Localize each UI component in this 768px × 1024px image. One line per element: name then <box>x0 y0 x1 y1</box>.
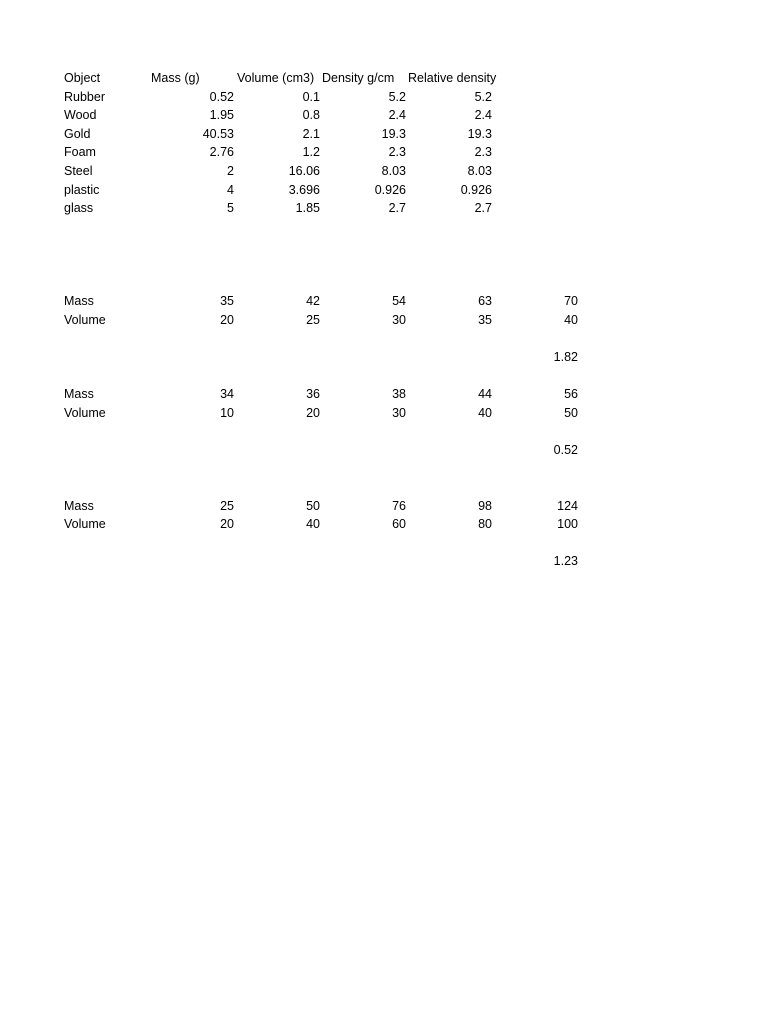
volume-value: 30 <box>392 312 406 327</box>
density-cell: 2.7 <box>388 201 406 216</box>
mass-value: 35 <box>220 294 234 309</box>
object-name: Gold <box>64 126 91 141</box>
mass-label: Mass <box>64 294 94 309</box>
volume-value: 40 <box>306 517 320 532</box>
mass-cell: 4 <box>227 182 234 197</box>
density-cell: 2.3 <box>388 145 406 160</box>
volume-cell: 2.1 <box>302 126 320 141</box>
density-cell: 0.926 <box>374 182 406 197</box>
object-name: plastic <box>64 182 100 197</box>
spreadsheet <box>64 69 764 571</box>
volume-label: Volume <box>64 517 106 532</box>
volume-value: 40 <box>564 312 578 327</box>
table-row <box>64 181 764 200</box>
volume-value: 50 <box>564 405 578 420</box>
relative-density-cell: 8.03 <box>467 163 492 178</box>
mass-value: 25 <box>220 498 234 513</box>
object-name: Rubber <box>64 89 105 104</box>
mass-value: 44 <box>478 387 492 402</box>
table-row <box>64 162 764 181</box>
relative-density-cell: 19.3 <box>467 126 492 141</box>
mass-row <box>64 497 764 516</box>
header-mass: Mass (g) <box>151 71 200 85</box>
volume-row <box>64 404 764 423</box>
empty-row <box>64 236 764 255</box>
mass-row <box>64 292 764 311</box>
mass-value: 63 <box>478 294 492 309</box>
empty-row <box>64 478 764 497</box>
empty-row <box>64 255 764 274</box>
empty-row <box>64 218 764 237</box>
mass-value: 38 <box>392 387 406 402</box>
result-value: 1.82 <box>553 349 578 364</box>
mass-value: 98 <box>478 498 492 513</box>
mass-row <box>64 385 764 404</box>
density-cell: 5.2 <box>388 89 406 104</box>
mass-value: 56 <box>564 387 578 402</box>
relative-density-cell: 2.7 <box>474 201 492 216</box>
table-row <box>64 88 764 107</box>
volume-value: 10 <box>220 405 234 420</box>
volume-value: 25 <box>306 312 320 327</box>
mass-cell: 1.95 <box>209 108 234 123</box>
header-volume: Volume (cm3) <box>237 71 315 85</box>
mass-label: Mass <box>64 387 94 402</box>
table-row <box>64 143 764 162</box>
volume-value: 100 <box>557 517 578 532</box>
header-object: Object <box>64 71 101 85</box>
result-row <box>64 441 764 460</box>
object-name: glass <box>64 201 94 216</box>
empty-row <box>64 274 764 293</box>
object-name: Steel <box>64 163 93 178</box>
density-cell: 8.03 <box>381 163 406 178</box>
volume-value: 60 <box>392 517 406 532</box>
volume-cell: 0.8 <box>302 108 320 123</box>
volume-value: 20 <box>306 405 320 420</box>
mass-cell: 2 <box>227 163 234 178</box>
volume-value: 20 <box>220 517 234 532</box>
volume-label: Volume <box>64 405 106 420</box>
mass-cell: 2.76 <box>209 145 234 160</box>
result-row <box>64 552 764 571</box>
mass-value: 70 <box>564 294 578 309</box>
empty-row <box>64 459 764 478</box>
mass-value: 124 <box>557 498 578 513</box>
volume-cell: 3.696 <box>288 182 320 197</box>
object-name: Foam <box>64 145 96 160</box>
table-row <box>64 106 764 125</box>
table-row <box>64 125 764 144</box>
object-name: Wood <box>64 108 97 123</box>
volume-cell: 16.06 <box>288 163 320 178</box>
mass-value: 36 <box>306 387 320 402</box>
volume-label: Volume <box>64 312 106 327</box>
volume-value: 35 <box>478 312 492 327</box>
volume-cell: 1.2 <box>302 145 320 160</box>
result-row <box>64 348 764 367</box>
mass-label: Mass <box>64 498 94 513</box>
relative-density-cell: 0.926 <box>460 182 492 197</box>
table-row <box>64 199 764 218</box>
relative-density-cell: 5.2 <box>474 89 492 104</box>
empty-row <box>64 329 764 348</box>
volume-cell: 0.1 <box>302 89 320 104</box>
mass-value: 42 <box>306 294 320 309</box>
volume-value: 20 <box>220 312 234 327</box>
volume-value: 80 <box>478 517 492 532</box>
volume-value: 40 <box>478 405 492 420</box>
mass-value: 34 <box>220 387 234 402</box>
header-relative-density: Relative density <box>408 71 497 85</box>
volume-row <box>64 311 764 330</box>
mass-cell: 0.52 <box>209 89 234 104</box>
result-value: 1.23 <box>553 554 578 569</box>
header-density: Density g/cm <box>322 71 395 85</box>
mass-value: 54 <box>392 294 406 309</box>
volume-row <box>64 515 764 534</box>
density-cell: 2.4 <box>388 108 406 123</box>
relative-density-cell: 2.3 <box>474 145 492 160</box>
empty-row <box>64 534 764 553</box>
relative-density-cell: 2.4 <box>474 108 492 123</box>
mass-cell: 40.53 <box>202 126 234 141</box>
density-cell: 19.3 <box>381 126 406 141</box>
volume-value: 30 <box>392 405 406 420</box>
result-value: 0.52 <box>553 442 578 457</box>
empty-row <box>64 422 764 441</box>
mass-cell: 5 <box>227 201 234 216</box>
mass-value: 50 <box>306 498 320 513</box>
empty-row <box>64 367 764 386</box>
mass-value: 76 <box>392 498 406 513</box>
header-row <box>64 69 764 88</box>
volume-cell: 1.85 <box>295 201 320 216</box>
